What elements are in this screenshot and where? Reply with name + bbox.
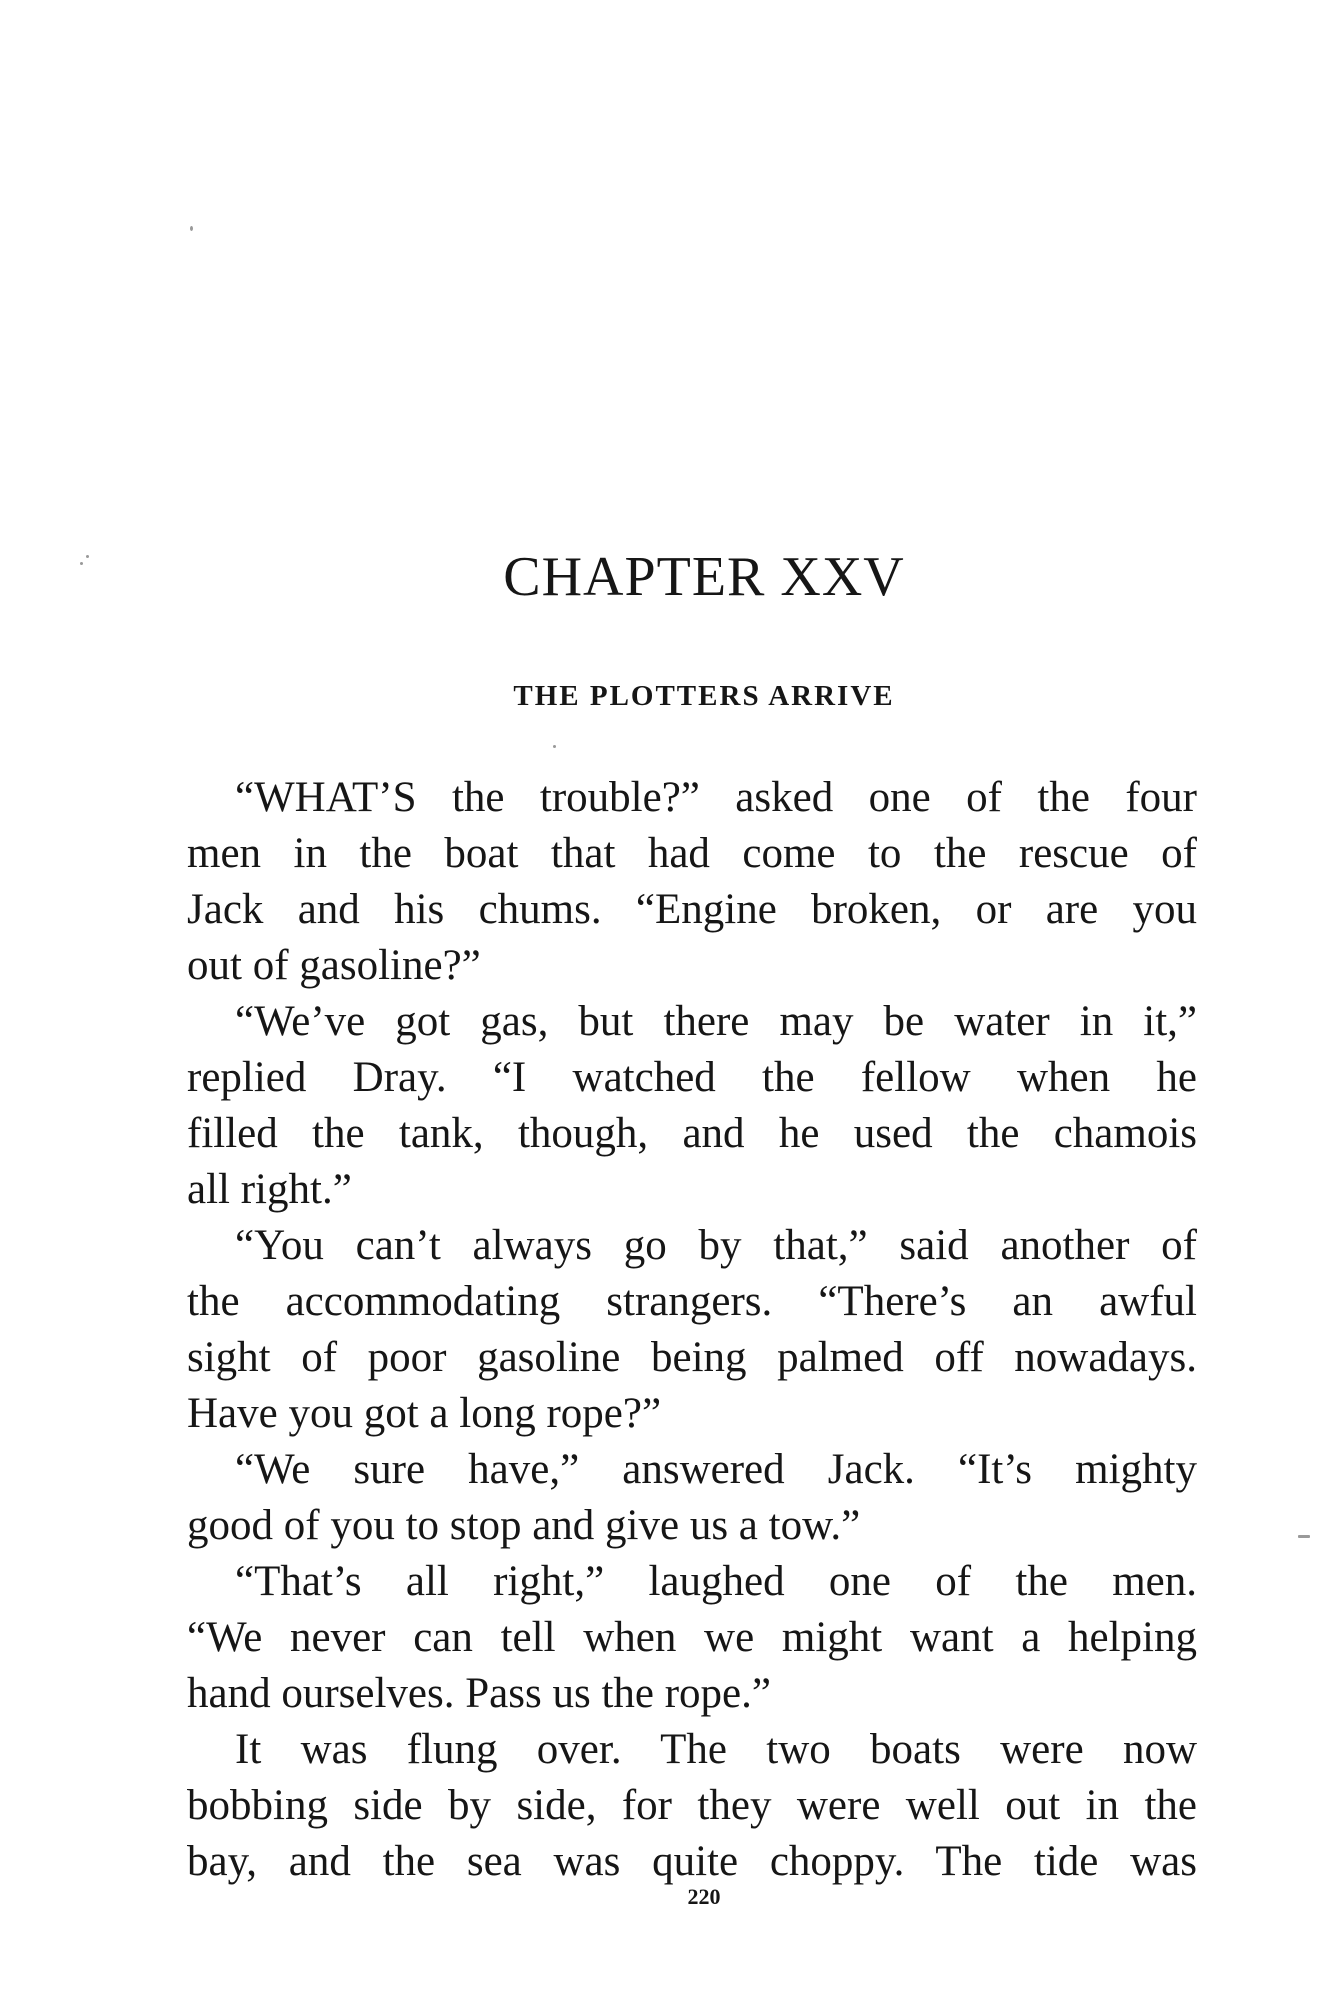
text-line: hand ourselves. Pass us the rope.” <box>187 1670 771 1717</box>
scan-speck <box>553 745 556 748</box>
text-line: sight of poor gasoline being palmed off nowadays. <box>187 1334 1197 1381</box>
scan-speck <box>80 562 83 565</box>
scan-speck <box>190 226 193 231</box>
text-line: men in the boat that had come to the rescue of <box>187 830 1197 877</box>
text-line: all right.” <box>187 1166 352 1213</box>
text-line: good of you to stop and give us a tow.” <box>187 1502 861 1549</box>
text-line: “We never can tell when we might want a helping <box>187 1614 1197 1661</box>
scan-speck <box>86 555 89 558</box>
text-line: “You can’t always go by that,” said another of <box>235 1222 1197 1269</box>
page-number: 220 <box>687 1884 721 1909</box>
text-line: out of gasoline?” <box>187 942 481 989</box>
text-line: “WHAT’S the trouble?” asked one of the four <box>235 774 1197 821</box>
text-line: It was flung over. The two boats were now <box>235 1726 1197 1773</box>
text-line: Jack and his chums. “Engine broken, or are you <box>187 886 1197 933</box>
text-line: filled the tank, though, and he used the chamois <box>187 1110 1197 1157</box>
text-line: “That’s all right,” laughed one of the men. <box>235 1558 1197 1605</box>
text-line: replied Dray. “I watched the fellow when he <box>187 1054 1197 1101</box>
text-line: the accommodating strangers. “There’s an awful <box>187 1278 1197 1325</box>
body-text <box>187 770 1197 1890</box>
text-line: “We sure have,” answered Jack. “It’s mighty <box>235 1446 1197 1493</box>
text-line: bay, and the sea was quite choppy. The tide was <box>187 1838 1197 1885</box>
chapter-title: THE PLOTTERS ARRIVE <box>513 680 895 712</box>
scan-speck <box>1298 1535 1310 1538</box>
text-line: bobbing side by side, for they were well out in the <box>187 1782 1197 1829</box>
chapter-heading: CHAPTER XXV <box>503 546 905 608</box>
text-line: Have you got a long rope?” <box>187 1390 662 1437</box>
text-line: “We’ve got gas, but there may be water in it,” <box>235 998 1197 1045</box>
